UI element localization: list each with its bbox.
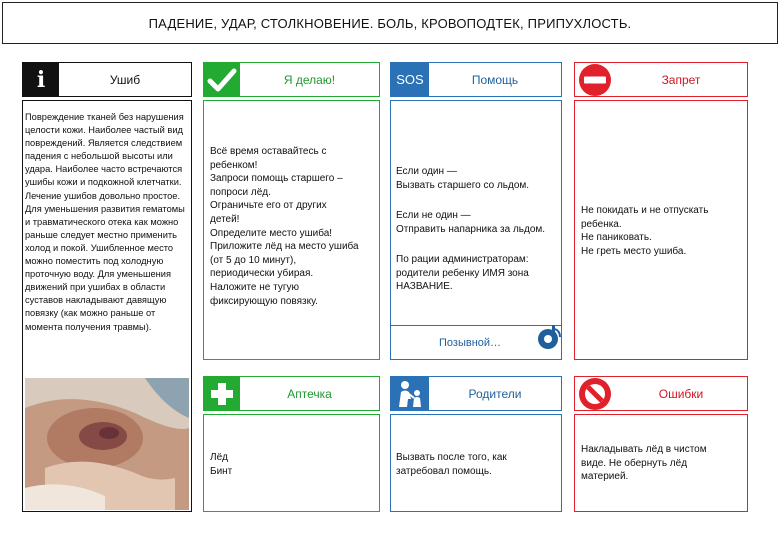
info-label: Ушиб <box>109 72 141 87</box>
kit-panel <box>203 414 380 512</box>
do-label: Я делаю! <box>283 72 336 87</box>
help-text-1: Если один — Вызвать старшего со льдом. <box>396 166 530 191</box>
help-text-3: По рации администраторам: родители ребенку ИМЯ зона НАЗВАНИЕ. <box>396 254 529 293</box>
parents-header <box>390 376 562 411</box>
bruise-photo <box>25 378 189 510</box>
kit-label: Аптечка <box>287 386 332 401</box>
errors-panel <box>574 414 748 512</box>
callsign-label: Позывной… <box>439 337 502 349</box>
help-panel <box>390 100 562 360</box>
help-text-2: Если не один — Отправить напарника за льдом. <box>396 210 546 235</box>
prohibited-icon <box>575 377 615 410</box>
errors-text: Накладывать лёд в чистом виде. Не обернуть лёд материей. <box>581 444 707 483</box>
elbow-illustration <box>25 378 189 510</box>
parents-label: Родители <box>468 386 522 401</box>
info-icon: i <box>23 63 59 96</box>
help-divider <box>391 325 561 326</box>
info-text: Повреждение тканей без нарушения целости кожи. Наиболее частый вид повреждений. Является следствием падения с небольшой высоты или удара. Наиболее часто встречаются ушибы кожи и подкожной клетчатки. Лечение ушибов довольно простое. Для уменьшения развития гематомы и травматического отека как можно раньше следует местно применить холод и покой. Ушибленное место можно поместить под холодную проточную воду. Для уменьшения движений при ушибах в области суставов накладывают давящую повязку (как можно раньше от момента получения травмы). <box>25 112 185 332</box>
no-entry-icon <box>575 63 615 96</box>
checkmark-icon <box>204 63 240 96</box>
kit-text: Лёд Бинт <box>210 452 233 477</box>
forbid-label: Запрет <box>661 72 701 87</box>
errors-header <box>574 376 748 411</box>
sos-icon: SOS <box>391 63 429 96</box>
info-panel <box>22 100 192 512</box>
forbid-panel <box>574 100 748 360</box>
do-panel <box>203 100 380 360</box>
parents-panel <box>390 414 562 512</box>
radio-icon <box>537 323 563 351</box>
errors-label: Ошибки <box>658 386 704 401</box>
first-aid-cross-icon <box>204 377 240 410</box>
kit-header <box>203 376 380 411</box>
help-label: Помощь <box>471 72 519 87</box>
forbid-header <box>574 62 748 97</box>
do-header <box>203 62 380 97</box>
do-text: Всё время оставайтесь с ребенком! Запроси помощь старшего – попроси лёд. Ограничьте его от других детей! Определите место ушиба! Приложите лёд на место ушиба (от 5 до 10 минут), периодически убирая. Наложите не тугую фиксирующую повязку. <box>210 146 359 307</box>
page-title: ПАДЕНИЕ, УДАР, СТОЛКНОВЕНИЕ. БОЛЬ, КРОВОПОДТЕК, ПРИПУХЛОСТЬ. <box>2 2 778 44</box>
parent-child-icon <box>391 377 429 410</box>
info-header <box>22 62 192 97</box>
forbid-text: Не покидать и не отпускать ребенка. Не паниковать. Не греть место ушиба. <box>581 205 709 257</box>
help-header <box>390 62 562 97</box>
parents-text: Вызвать после того, как затребовал помощь. <box>396 452 507 477</box>
